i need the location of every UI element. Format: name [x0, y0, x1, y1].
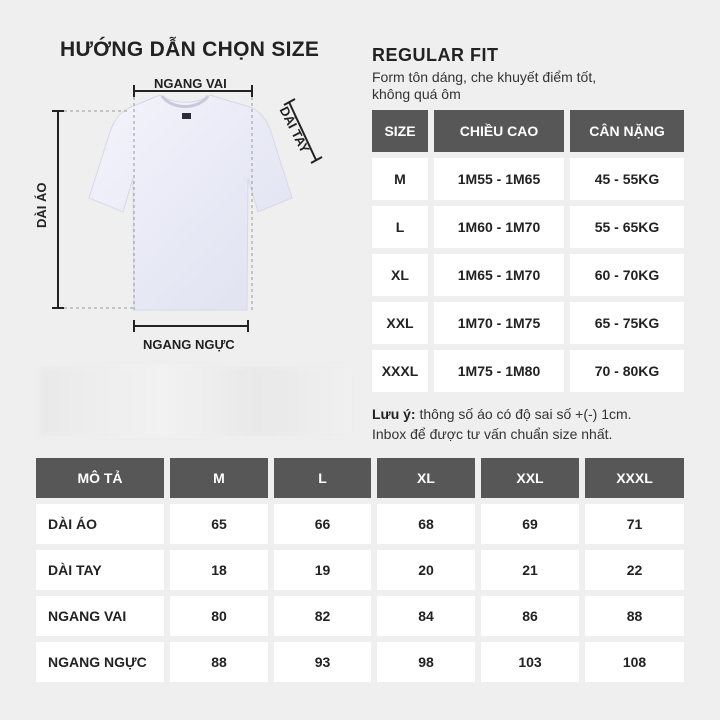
size-note — [372, 404, 712, 444]
size-table-cell: 1M70 - 1M75 — [434, 302, 564, 344]
measure-table-cell: 20 — [377, 550, 475, 590]
size-table-cell: 65 - 75KG — [570, 302, 684, 344]
measure-table-cell: 22 — [585, 550, 684, 590]
measure-table-header-cell: XXXL — [585, 458, 684, 498]
size-table-header-cell: CHIỀU CAO — [434, 110, 564, 152]
fit-title: REGULAR FIT — [372, 45, 499, 65]
note-text-1: thông số áo có độ sai số +(-) 1cm. — [415, 406, 632, 422]
measure-table-cell: 88 — [170, 642, 268, 682]
size-table-cell: XL — [372, 254, 428, 296]
size-table-cell: 1M60 - 1M70 — [434, 206, 564, 248]
shirt-diagram — [0, 0, 360, 400]
measure-table-cell: 93 — [274, 642, 371, 682]
size-table-cell: XXL — [372, 302, 428, 344]
measure-table-cell: 18 — [170, 550, 268, 590]
note-label: Lưu ý: — [372, 406, 416, 422]
size-table-cell: 1M55 - 1M65 — [434, 158, 564, 200]
measure-table-cell: 103 — [481, 642, 579, 682]
size-table-cell: XXXL — [372, 350, 428, 392]
measure-table-cell: 108 — [585, 642, 684, 682]
size-table-cell: 70 - 80KG — [570, 350, 684, 392]
size-table-cell: M — [372, 158, 428, 200]
size-table-cell: 45 - 55KG — [570, 158, 684, 200]
blurred-watermark — [40, 366, 350, 436]
measure-table-cell: 88 — [585, 596, 684, 636]
shoulder-label: NGANG VAI — [154, 76, 227, 91]
note-text-2: Inbox để được tư vấn chuẩn size nhất. — [372, 426, 613, 442]
size-table-header-cell: SIZE — [372, 110, 428, 152]
measure-table-cell: NGANG NGỰC — [36, 642, 164, 682]
measure-table-cell: DÀI TAY — [36, 550, 164, 590]
measure-table-cell: 98 — [377, 642, 475, 682]
measure-table-cell: 65 — [170, 504, 268, 544]
measure-table-cell: 86 — [481, 596, 579, 636]
fit-description — [372, 69, 672, 103]
measure-table-cell: NGANG VAI — [36, 596, 164, 636]
sleeve-label: DÀI TAY — [276, 104, 313, 156]
measure-table-cell: 19 — [274, 550, 371, 590]
size-table-header-cell: CÂN NẶNG — [570, 110, 684, 152]
size-table-cell: 60 - 70KG — [570, 254, 684, 296]
page-title: HƯỚNG DẪN CHỌN SIZE — [60, 38, 320, 61]
size-table-cell: L — [372, 206, 428, 248]
size-table-cell: 1M65 - 1M70 — [434, 254, 564, 296]
measure-table-header-cell: XXL — [481, 458, 579, 498]
measure-table-cell: 82 — [274, 596, 371, 636]
measure-table-header-cell: L — [274, 458, 371, 498]
fit-description-line-2: không quá ôm — [372, 86, 461, 102]
measure-table-cell: 84 — [377, 596, 475, 636]
size-table-cell: 55 - 65KG — [570, 206, 684, 248]
measure-table-cell: DÀI ÁO — [36, 504, 164, 544]
measure-table-cell: 71 — [585, 504, 684, 544]
measure-table-cell: 69 — [481, 504, 579, 544]
measure-table-header-cell: XL — [377, 458, 475, 498]
size-table-cell: 1M75 - 1M80 — [434, 350, 564, 392]
measure-table-cell: 80 — [170, 596, 268, 636]
measure-table-header-cell: M — [170, 458, 268, 498]
measure-table-cell: 66 — [274, 504, 371, 544]
length-label: DÀI ÁO — [34, 182, 49, 228]
measure-table-cell: 68 — [377, 504, 475, 544]
chest-label: NGANG NGỰC — [143, 337, 235, 352]
measure-table-cell: 21 — [481, 550, 579, 590]
fit-description-line-1: Form tôn dáng, che khuyết điểm tốt, — [372, 69, 597, 85]
measure-table-header-cell: MÔ TẢ — [36, 458, 164, 498]
